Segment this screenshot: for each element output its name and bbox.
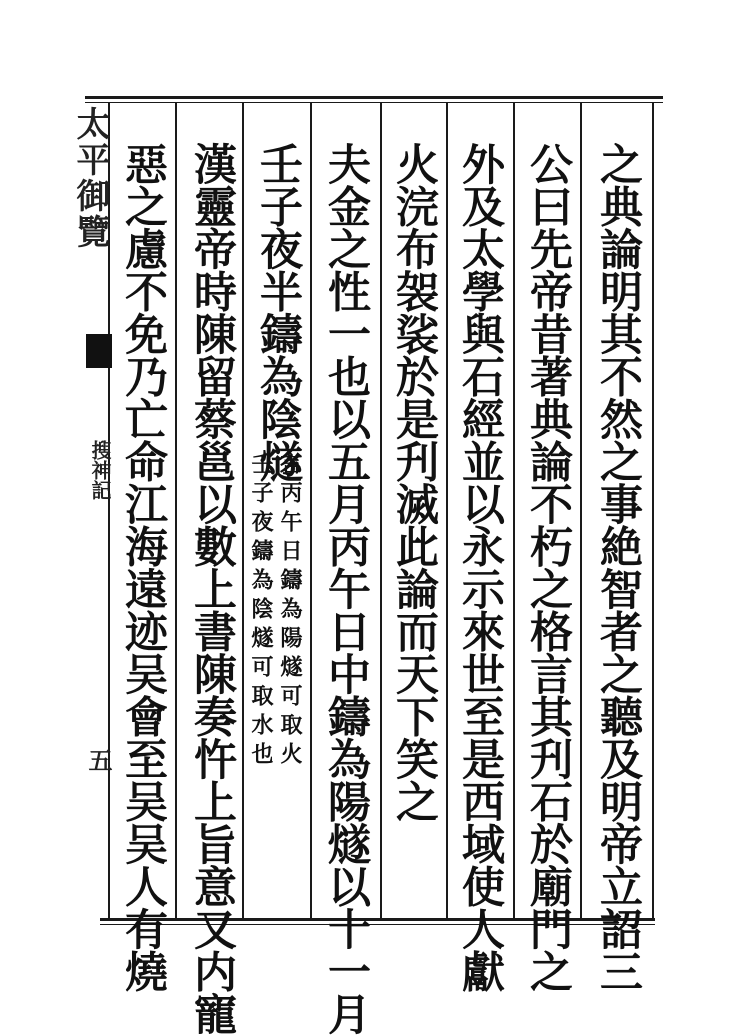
text-column-7: 漢靈帝時陳留蔡邕以數上書陳奏忤上旨意又内寵 [187,142,237,1035]
text-column-8: 惡之慮不免乃亡命江海遠迹吴會至吴吴人有燒 [118,142,168,992]
text-column-5: 夫金之性一也以五月丙午日中鑄為陽燧以十一月 [321,142,371,1035]
text-column-4: 火浣布袈裟於是刋滅此論而天下笑之 [389,142,439,822]
top-border-rule [85,96,663,99]
text-column-2: 公曰先帝昔著典論不朽之格言其刋石於廟門之 [523,142,573,992]
column-divider-line [513,102,515,920]
annotation-line-2: 壬子夜鑄為陰燧可取水也 [248,452,274,771]
column-divider-line [242,102,244,920]
margin-section-title: 搜神記 [88,440,112,500]
margin-page-number: 五 [84,748,113,772]
margin-black-block [86,334,112,368]
annotation-line-1: 言丙午日鑄為陽燧可取火 [277,452,303,771]
margin-book-title: 太平御覽 [70,106,110,250]
text-column-6: 壬子夜半鑄為陰燧 [253,142,303,482]
column-divider-line [380,102,382,920]
column-divider-line [310,102,312,920]
column-divider-line [446,102,448,920]
top-border-inner-rule [85,102,663,103]
column-divider-line [175,102,177,920]
text-column-3: 外及太學與石經並以永示來世至是西域使人獻 [455,142,505,992]
column-divider-line [580,102,582,920]
page-right-border [652,102,654,920]
text-column-1: 之典論明其不然之事絶智者之聽及明帝立詔三 [593,142,643,992]
